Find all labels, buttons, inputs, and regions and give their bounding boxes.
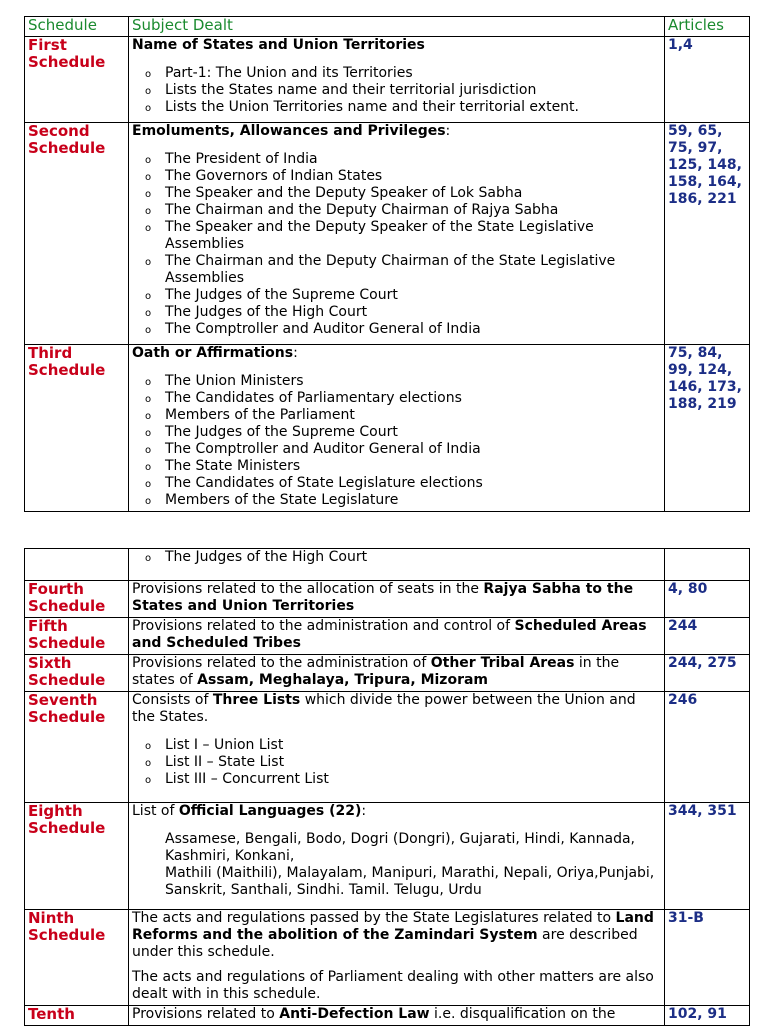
subject-list [132,373,661,509]
list-item: o The Judges of the Supreme Court [165,287,661,304]
list-item: o The Union Ministers [165,373,661,390]
schedule-name: Tenth [25,1006,129,1026]
list-item: o Members of the Parliament [165,407,661,424]
header-articles: Articles [665,17,750,37]
articles-cell: 244, 275 [665,655,750,692]
list-item: o The Governors of Indian States [165,168,661,185]
list-item: o The Comptroller and Auditor General of India [165,441,661,458]
subject-cell [129,549,665,581]
schedules-table-1 [24,16,750,512]
schedule-name: Seventh Schedule [25,692,129,803]
subject-cell: Consists of Three Lists which divide the power between the Union and the States. o List I – Union List o List II – State List o List III – Concurrent List [129,692,665,803]
subject-cell: The acts and regulations passed by the State Legislatures related to Land Reforms and the abolition of the Zamindari System are described under this schedule. The acts and regulations of Parliament dealing with other matters are also dealt with in this schedule. [129,910,665,1006]
list-item: o Part-1: The Union and its Territories [165,65,661,82]
articles-cell: 59, 65, 75, 97, 125, 148, 158, 164, 186, 221 [665,123,750,345]
subject-cell: Provisions related to the administration of Other Tribal Areas in the states of Assam, Meghalaya, Tripura, Mizoram [129,655,665,692]
subject-title: Emoluments, Allowances and Privileges [132,123,446,139]
fifth-schedule-row [25,618,750,655]
third-schedule-row [25,345,750,512]
continued-row [25,549,750,581]
list-item: o The Candidates of State Legislature elections [165,475,661,492]
articles-cell: 4, 80 [665,581,750,618]
schedule-name: Eighth Schedule [25,803,129,910]
ninth-schedule-row [25,910,750,1006]
fourth-schedule-row [25,581,750,618]
schedule-name: Fifth Schedule [25,618,129,655]
subject-cell: Emoluments, Allowances and Privileges: o The President of India o The Governors of Indian States o The Speaker and the Deputy Speaker of Lok Sabha o The Chairman and the Deputy Chairman of Rajya Sabha o The Speaker and the Deputy Speaker of the State Legislative Assemblies o The Chairman and the Deputy Chairman of the State Legislative Assemblies o The Judges of the Supreme Court o The Judges of the High Court o The Comptroller and Auditor General of India [129,123,665,345]
header-subject: Subject Dealt [129,17,665,37]
subject-title: Name of States and Union Territories [132,37,425,53]
schedule-name: Third Schedule [25,345,129,512]
list-item: o List I – Union List [165,737,661,754]
first-schedule-row [25,37,750,123]
articles-cell: 246 [665,692,750,803]
subject-cell: Oath or Affirmations: o The Union Ministers o The Candidates of Parliamentary elections o Members of the Parliament o The Judges of the Supreme Court o The Comptroller and Auditor General of India o The State Ministers o The Candidates of State Legislature elections o Members of the State Legislature [129,345,665,512]
subject-cell: Provisions related to the allocation of seats in the Rajya Sabha to the States and Union Territories [129,581,665,618]
list-item: o Members of the State Legislature [165,492,661,509]
list-item: o Lists the Union Territories name and their territorial extent. [165,99,661,116]
list-item: o List II – State List [165,754,661,771]
second-schedule-row [25,123,750,345]
languages-list: Assamese, Bengali, Bodo, Dogri (Dongri), Gujarati, Hindi, Kannada, Kashmiri, Konkani, Mathili (Maithili), Malayalam, Manipuri, Marathi, Nepali, Oriya,Punjabi, Sanskrit, Santhali, Sindhi. Tamil. Telugu, Urdu [165,831,655,898]
list-item: o The Comptroller and Auditor General of India [165,321,661,338]
schedules-table-2 [24,548,750,1026]
subject-cell: List of Official Languages (22): Assamese, Bengali, Bodo, Dogri (Dongri), Gujarati, Hindi, Kannada, Kashmiri, Konkani, Mathili (Maithili), Malayalam, Manipuri, Marathi, Nepali, Oriya,Punjabi, Sanskrit, Santhali, Sindhi. Tamil. Telugu, Urdu [129,803,665,910]
articles-cell: 31-B [665,910,750,1006]
list-item: o The Judges of the Supreme Court [165,424,661,441]
articles-cell: 102, 91 [665,1006,750,1026]
header-schedule: Schedule [25,17,129,37]
subject-list [132,151,661,338]
list-item: o The Judges of the High Court [165,304,661,321]
subject-cell: Provisions related to the administration and control of Scheduled Areas and Scheduled Tribes [129,618,665,655]
subject-paragraph: The acts and regulations of Parliament dealing with other matters are also dealt with in this schedule. [132,969,654,1002]
list-item: o The Speaker and the Deputy Speaker of the State Legislative Assemblies [165,219,661,253]
subject-cell: Provisions related to Anti-Defection Law i.e. disqualification on the [129,1006,665,1026]
subject-list [132,737,661,788]
articles-cell: 244 [665,618,750,655]
list-item: o Lists the States name and their territorial jurisdiction [165,82,661,99]
list-item: o The Chairman and the Deputy Chairman of the State Legislative Assemblies [165,253,661,287]
schedule-name: Fourth Schedule [25,581,129,618]
articles-cell: 344, 351 [665,803,750,910]
list-item: o The Candidates of Parliamentary elections [165,390,661,407]
list-item: o The State Ministers [165,458,661,475]
subject-title: Oath or Affirmations [132,345,294,361]
articles-cell: 1,4 [665,37,750,123]
list-item: o The Judges of the High Court [165,549,661,566]
list-item: o The Chairman and the Deputy Chairman of Rajya Sabha [165,202,661,219]
eighth-schedule-row [25,803,750,910]
subject-list [132,65,661,116]
list-item: o List III – Concurrent List [165,771,661,788]
list-item: o The Speaker and the Deputy Speaker of Lok Sabha [165,185,661,202]
table-header-row [25,17,750,37]
schedule-name: Sixth Schedule [25,655,129,692]
list-item: o The President of India [165,151,661,168]
schedule-name: First Schedule [25,37,129,123]
tenth-schedule-row [25,1006,750,1026]
seventh-schedule-row [25,692,750,803]
articles-cell: 75, 84, 99, 124, 146, 173, 188, 219 [665,345,750,512]
subject-cell [129,37,665,123]
subject-list [132,549,661,566]
schedule-name: Second Schedule [25,123,129,345]
schedule-name: Ninth Schedule [25,910,129,1006]
sixth-schedule-row [25,655,750,692]
